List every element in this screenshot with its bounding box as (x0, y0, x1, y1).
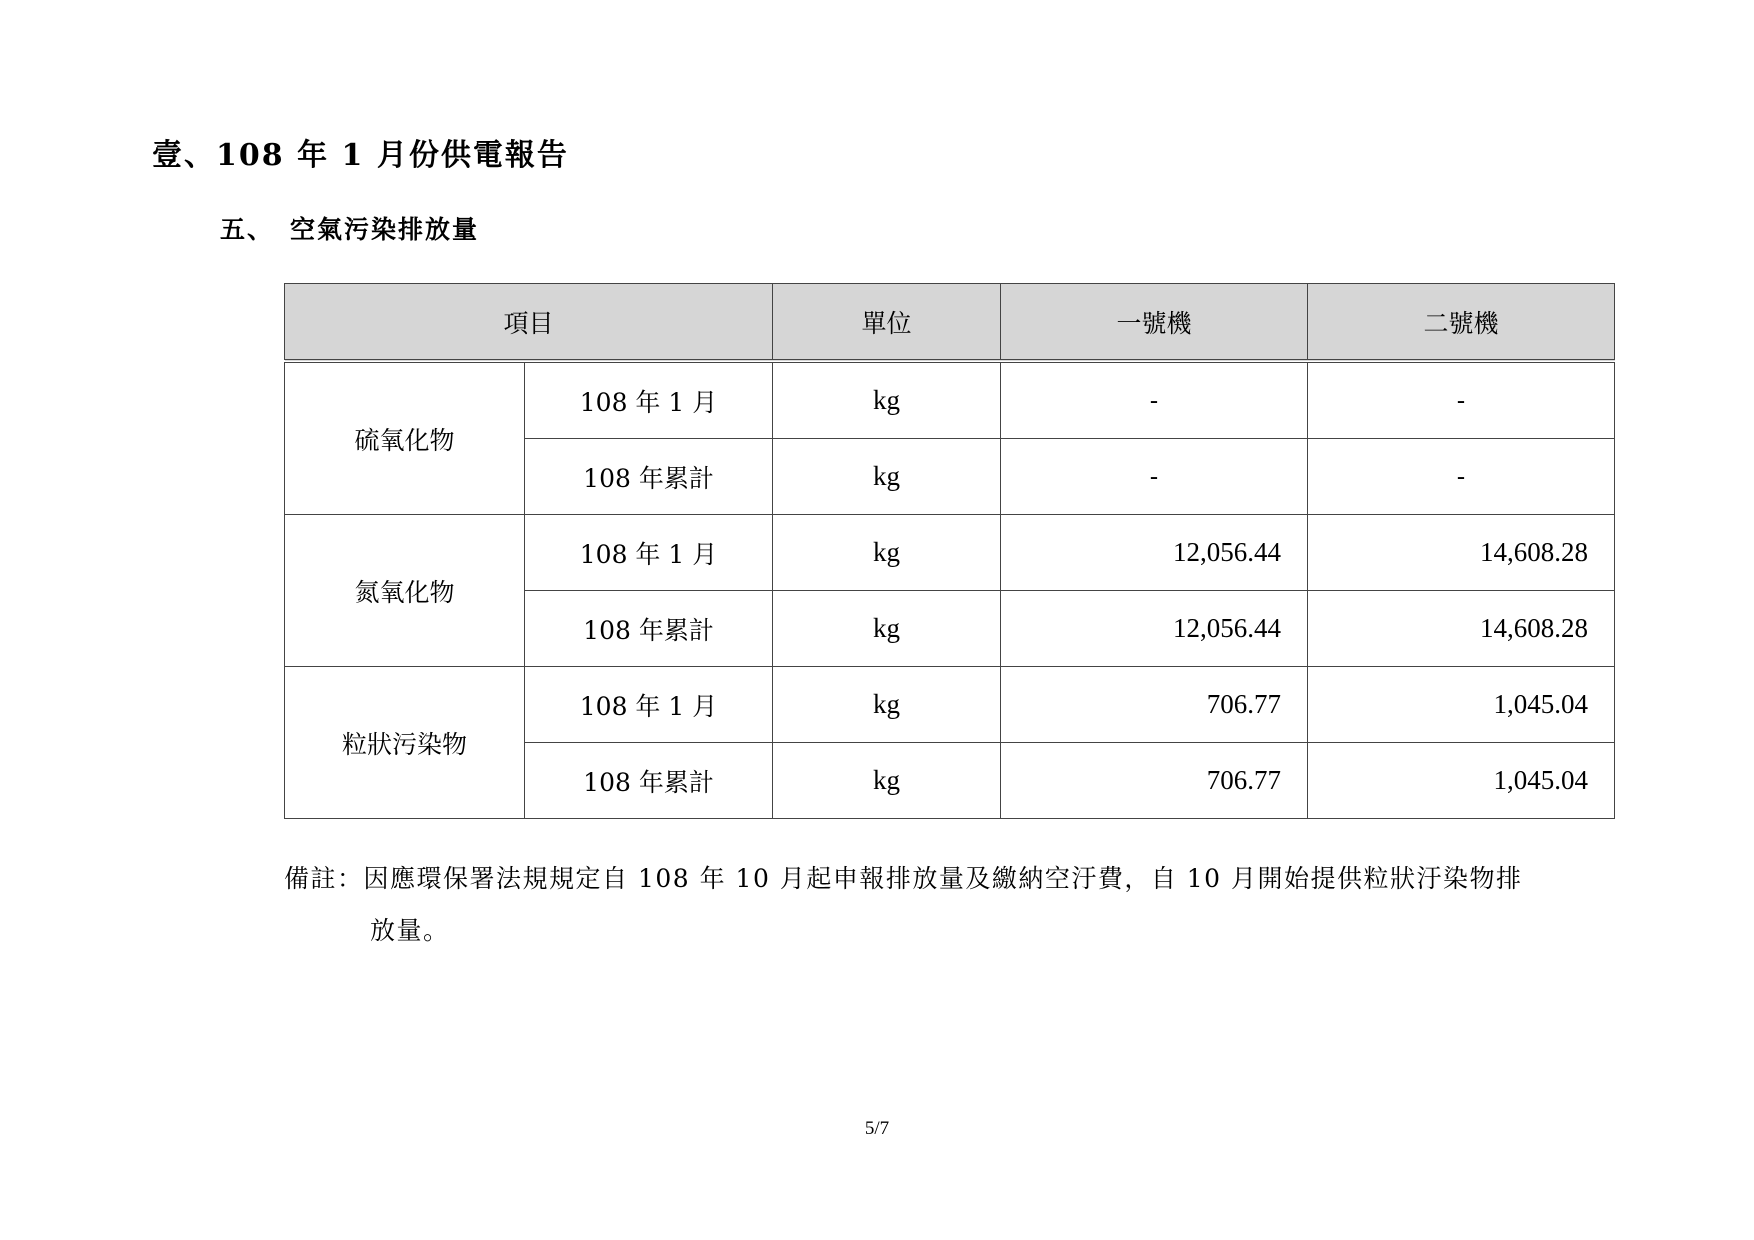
table-header-row (285, 284, 1615, 362)
unit2-value: 1,045.04 (1308, 743, 1615, 819)
section-heading (220, 210, 479, 246)
period-cell: 108 年累計 (525, 743, 773, 819)
unit1-value: 12,056.44 (1001, 591, 1308, 667)
unit-cell: kg (773, 591, 1001, 667)
unit2-value: 14,608.28 (1308, 591, 1615, 667)
unit-cell: kg (773, 667, 1001, 743)
remark-note (284, 853, 1624, 957)
unit1-value: - (1001, 439, 1308, 515)
pollutant-name: 硫氧化物 (285, 361, 525, 515)
unit-cell: kg (773, 743, 1001, 819)
remark-line-2: 放量。 (370, 916, 450, 945)
unit2-value: 1,045.04 (1308, 667, 1615, 743)
period-cell: 108 年 1 月 (525, 361, 773, 439)
unit-cell: kg (773, 361, 1001, 439)
report-title: 壹、108 年 1 月份供電報告 (152, 138, 569, 173)
table-row (285, 667, 1615, 743)
unit1-value: 706.77 (1001, 743, 1308, 819)
remark-line-1: 備註：因應環保署法規規定自 108 年 10 月起申報排放量及繳納空汙費，自 10 月開始提供粒狀汙染物排 (284, 864, 1523, 893)
header-unit2: 二號機 (1308, 284, 1615, 362)
unit1-value: 706.77 (1001, 667, 1308, 743)
period-cell: 108 年 1 月 (525, 667, 773, 743)
unit1-value: - (1001, 361, 1308, 439)
table-row (285, 515, 1615, 591)
unit2-value: 14,608.28 (1308, 515, 1615, 591)
header-unit1: 一號機 (1001, 284, 1308, 362)
unit-cell: kg (773, 515, 1001, 591)
pollutant-name: 粒狀污染物 (285, 667, 525, 819)
unit1-value: 12,056.44 (1001, 515, 1308, 591)
period-cell: 108 年累計 (525, 439, 773, 515)
header-unit: 單位 (773, 284, 1001, 362)
unit2-value: - (1308, 361, 1615, 439)
emissions-table (284, 283, 1615, 819)
section-number: 五、 (220, 215, 275, 244)
section-title: 空氣污染排放量 (290, 215, 480, 244)
page-number: 5/7 (864, 1118, 890, 1139)
period-cell: 108 年累計 (525, 591, 773, 667)
pollutant-name: 氮氧化物 (285, 515, 525, 667)
table-row (285, 361, 1615, 439)
unit-cell: kg (773, 439, 1001, 515)
header-item: 項目 (285, 284, 773, 362)
period-cell: 108 年 1 月 (525, 515, 773, 591)
unit2-value: - (1308, 439, 1615, 515)
